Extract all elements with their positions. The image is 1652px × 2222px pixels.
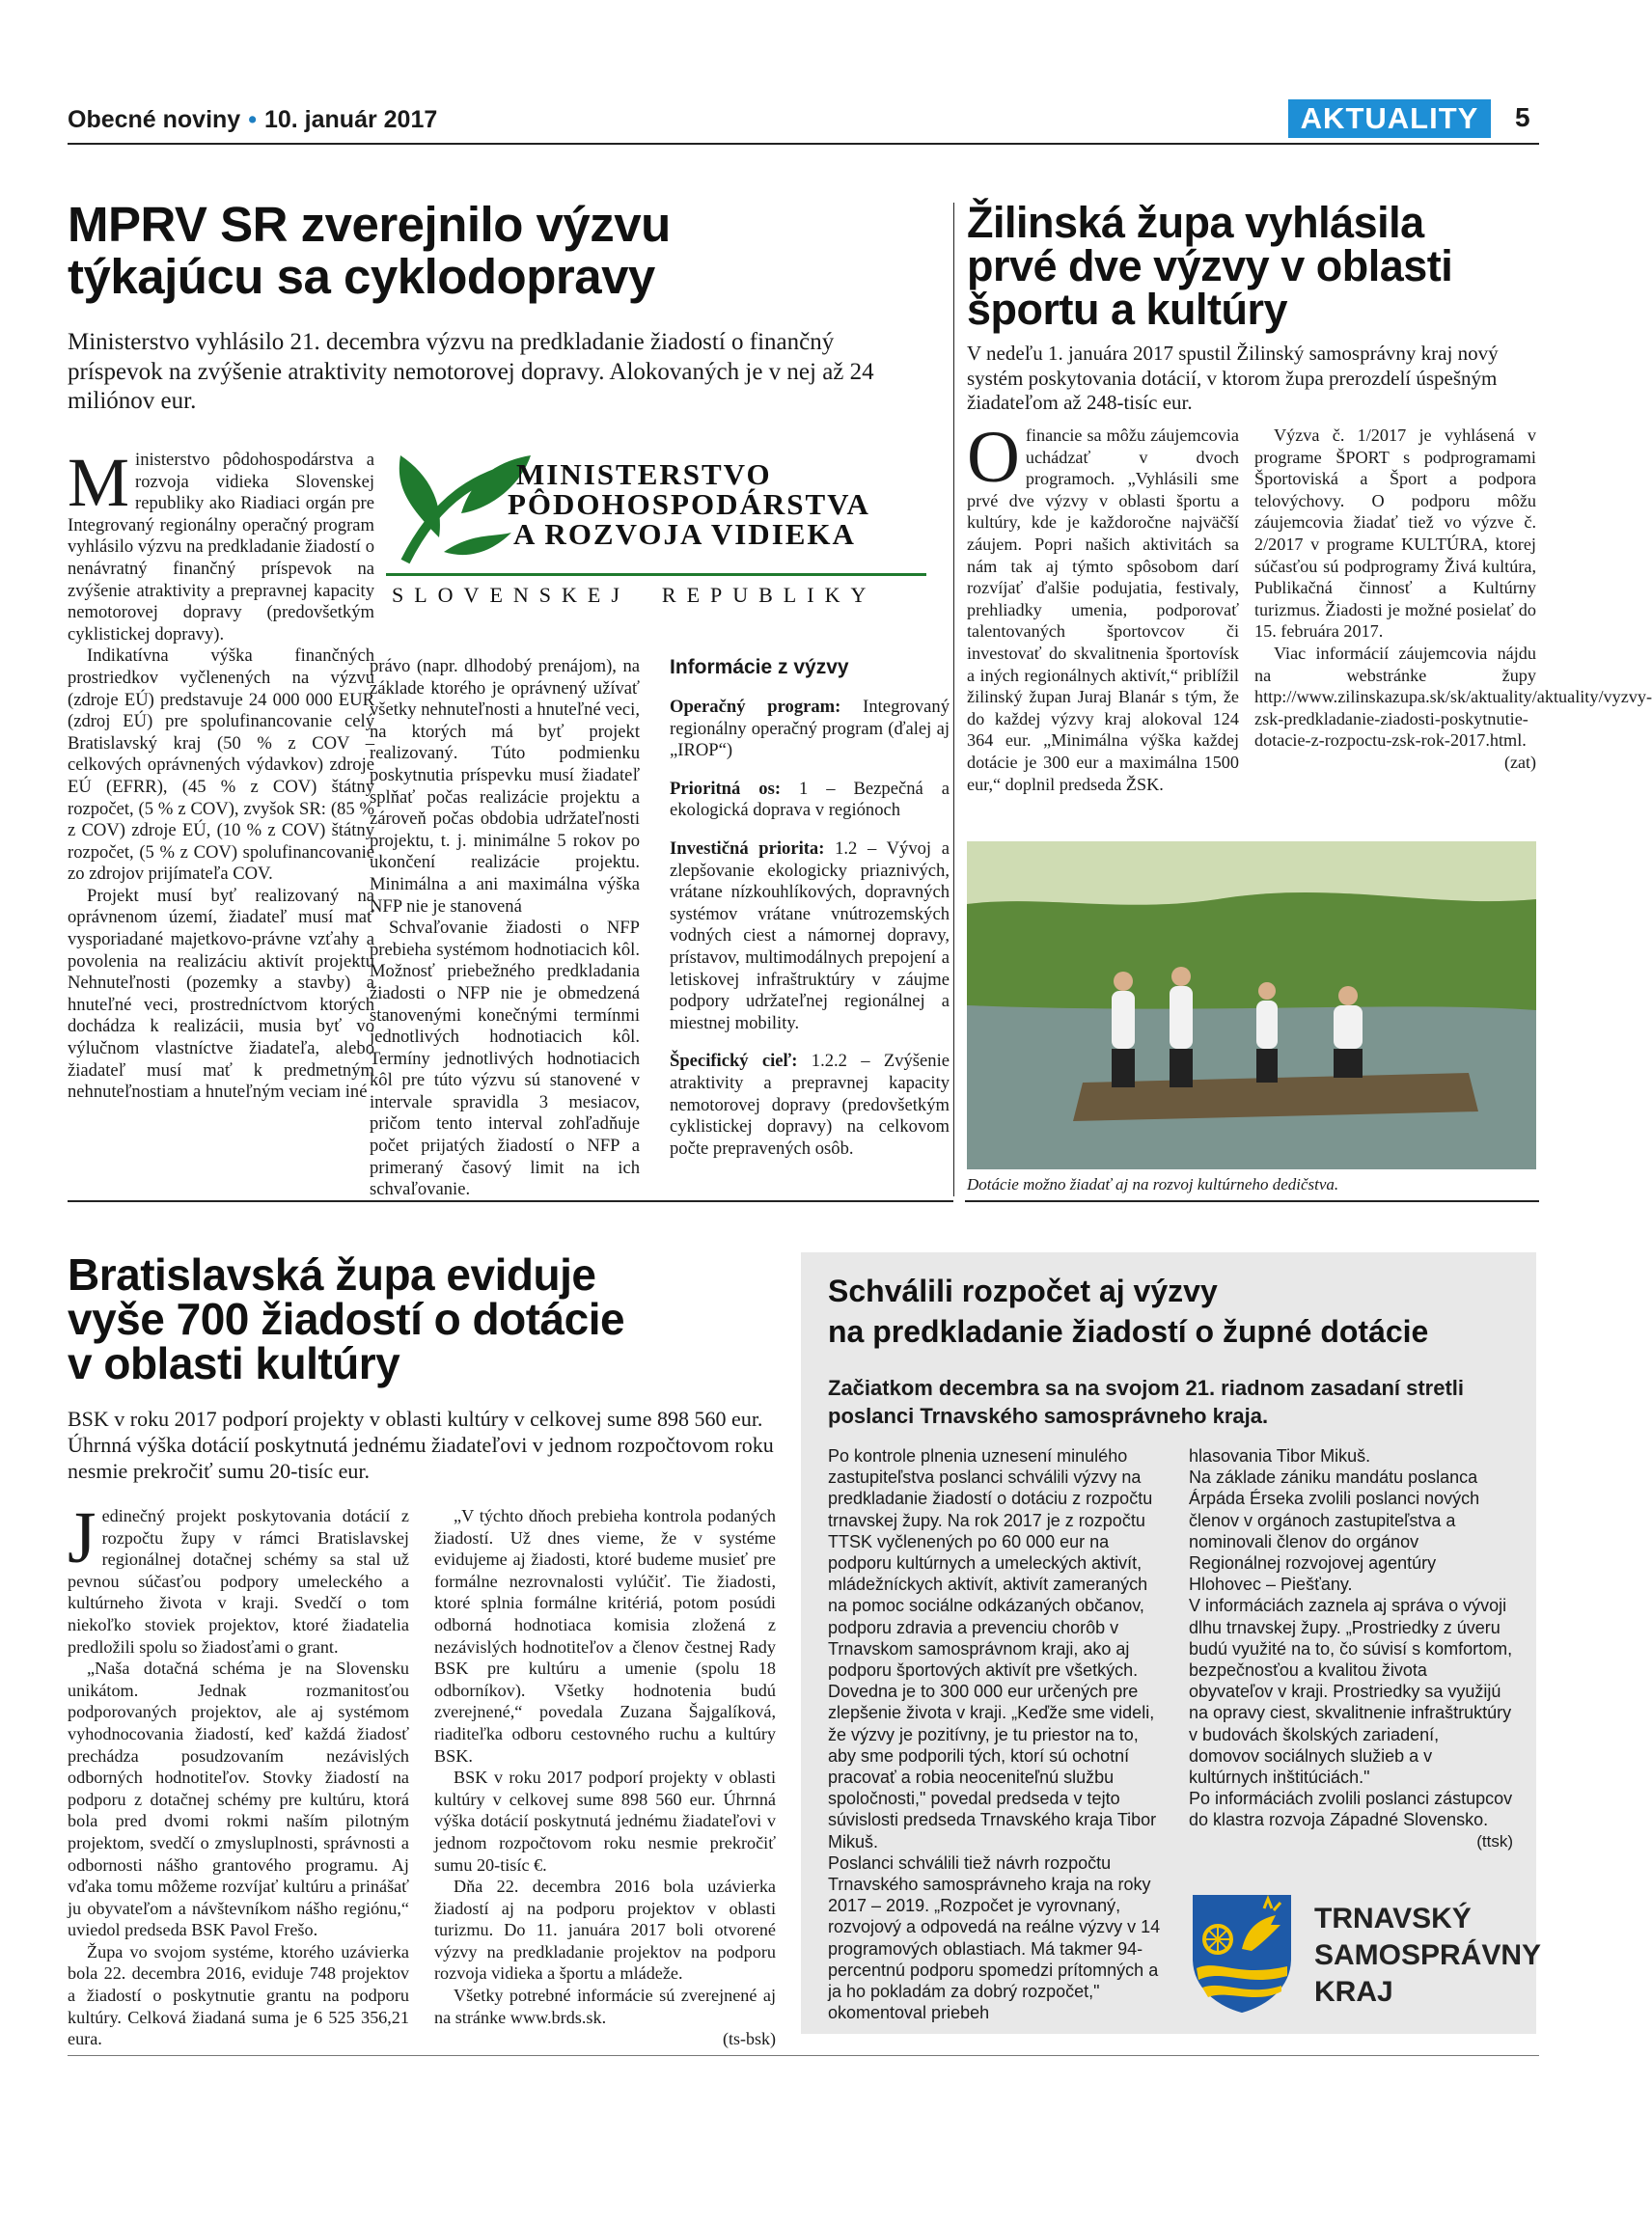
coat-of-arms-icon: [1189, 1891, 1295, 2015]
info-operational-program: Operačný program: Integrovaný regionálny operačný program (ďalej aj „IROP“): [670, 697, 950, 761]
article-trnava-col2: hlasovania Tibor Mikuš. Na základe zániku mandátu poslanca Árpáda Érseka zvolili poslanci nových členov v orgánoch zastupiteľstva a nominovali členov do orgánov Regionálnej rozvojovej agentúry Hlohovec – Piešťany. V informáciách zaznela aj správa o vývoji dlhu trnavskej župy. „Prostriedky z úveru budú využité na to, čo súvisí s komfortom, bezpečnosťou a kvalitou života obyvateľov v kraji. Prostriedky sa využijú na opravy ciest, skvalitnenie infraštruktúry v budovách školských zariadení, domovov sociálnych služieb a v kultúrnych inštitúciách." Po informáciách zvolili poslanci zástupcov do klastra rozvoja Západné Slovensko. (ttsk): [1189, 1445, 1513, 1852]
article-zilina-col1: Ofinancie sa môžu záujemcovia uchádzať v dvoch programoch. „Vyhlásili sme prvé dve výzvy v oblasti športu a kultúry, kde je každoročne najväčší záujem. Popri našich aktivitách sa nám tak aj týmto spôsobom darí rozvíjať ďalšie podujatia, festivaly, prehliadky umenia, podporovať talentovaných športovcov či investovať do skvalitnenia športovísk a iných regionálnych aktivít,“ priblížil žilinský župan Juraj Blanár s tým, že do každej výzvy kraj alokoval 124 364 eur. „Minimálna výška každej dotácie je 300 eur a maximálna 1500 eur,“ doplnil predseda ŽSK.: [967, 417, 1239, 794]
ministry-logo-line1: MINISTERSTVO: [516, 457, 772, 491]
rafting-photo-illustration: [967, 841, 1536, 1169]
info-priority-axis: Prioritná os: 1 – Bezpečná a ekologická doprava v regiónoch: [670, 778, 950, 821]
article-zilina-lead: V nedeľu 1. januára 2017 spustil Žilinský samosprávny kraj nový systém poskytovania dotácií, v ktorom župa prerozdelí úspešným žiadateľom až 248-tisíc eur.: [967, 342, 1499, 415]
article-zilina: [967, 198, 1546, 334]
article-bratislava: [68, 1249, 820, 1388]
article-bratislava-signature: (ts-bsk): [723, 2029, 776, 2049]
info-box-title: Informácie z výzvy: [670, 656, 849, 678]
article-divider: [68, 1200, 953, 1202]
trnava-logo: [1189, 1891, 1542, 2016]
article-divider: [965, 1200, 1539, 1202]
article-trnava-lead: Začiatkom decembra sa na svojom 21. riadnom zasadaní stretli poslanci Trnavského samosprávneho kraja.: [828, 1376, 1465, 1428]
header-masthead: [68, 106, 437, 134]
article-mprv-col1: Ministerstvo pôdohospodárstva a rozvoja vidieka Slovenskej republiky ako Riadiaci orgán pre Integrovaný regionálny operačný program vyhlásilo výzvu na predkladanie žiadostí o nenávratný finančný príspevok na zvýšenie atraktivity a prepravnej kapacity nemotorovej dopravy (predovšetkým cyklistickej dopravy). Indikatívna výška finančných prostriedkov vyčlenených na výzvu (zdroje EÚ) predstavuje 24 000 000 EUR (zdroj EÚ) pre spolufinancovanie celý Bratislavský kraj (50 % z COV – celkových oprávnených výdavkov) zdroje EÚ (EFRR), (45 % z COV) štátny rozpočet, (5 % z COV), zvyšok SR: (85 % z COV) zdroje EÚ, (10 % z COV) štátny rozpočet, (5 % z COV) spolufinancovanie zo zdrojov prijímateľa COV. Projekt musí byť realizovaný na oprávnenom území, žiadateľ musí mať vysporiadané majetkovo-právne vzťahy a povolenia na realizáciu aktivít projektu Nehnuteľnosti (pozemky a stavby) a hnuteľné veci, prostredníctvom ktorých dochádza k realizácii, musia byť vo výlučnom vlastníctve žiadateľa, alebo žiadateľ musí mať k predmetným nehnuteľnostiam a hnuteľným veciam iné: [68, 444, 374, 1103]
article-bratislava-col1: Jedinečný projekt poskytovania dotácií z rozpočtu župy v rámci Bratislavskej regionálnej dotačnej schémy sa stal už pevnou súčasťou podpory umeleckého a kultúrneho života v kraji. Svedčí o tom niekoľko stoviek projektov, ktoré žiadatelia predložili spolu so žiadosťami o grant. „Naša dotačná schéma je na Slovensku unikátom. Jednak rozmanitosťou podporovaných projektov, ale aj systémom vyhodnocovania žiadostí, keď každá žiadosť prechádza posudzovaním nezávislých odborných hodnotiteľov. Stovky žiadostí na podporu z dotačnej schémy pre kultúru, ktorá bola pred dvomi rokmi naším pilotným projektom, svedčí o zmysluplnosti, správnosti a odbornosti nášho grantového programu. Aj vďaka tomu môžeme rozvíjať kultúru a prinášať ju obyvateľom a návštevníkom nášho regiónu,“ uviedol predseda BSK Pavol Frešo. Župa vo svojom systéme, ktorého uzávierka bola 22. decembra 2016, eviduje 748 projektov a žiadostí o poskytnutie grantu na podporu kultúry. Celková žiadaná suma je 6 525 356,21 eura.: [68, 1497, 409, 2049]
article-bratislava-lead: BSK v roku 2017 podporí projekty v oblasti kultúry v celkovej sume 898 560 eur. Úhrnná výška dotácií poskytnutá jednému žiadateľovi v jednom rozpočtovom roku nesmie prekročiť sumu 20-tisíc eur.: [68, 1407, 774, 1483]
ministry-logo-line4: SLOVENSKEJ REPUBLIKY: [392, 583, 877, 607]
dropcap: M: [68, 444, 130, 521]
photo-caption: Dotácie možno žiadať aj na rozvoj kultúrneho dedičstva.: [967, 1175, 1339, 1193]
article-zilina-signature: (zat): [1504, 752, 1536, 772]
article-zilina-col2: Výzva č. 1/2017 je vyhlásená v programe ŠPORT s podprogramami Športoviská a Šport a podpora telovýchovy. O podporu môžu záujemcovia žiadať tiež vo výzve č. 2/2017 v programe KULTÚRA, ktorej súčasťou sú podprogramy Živá kultúra, Publikačná činnosť a Kultúrny turizmus. Žiadosti je možné posielať do 15. februára 2017. Viac informácií záujemcovia nájdu na webstránke župy http://www.zilinskazupa.sk/sk/aktuality/aktuality/vyzvy-zsk-predkladanie-ziadosti-poskytnutie-dotacie-z-rozpoctu-zsk-rok-2017.html. (zat): [1254, 425, 1652, 772]
article-mprv: [68, 199, 936, 302]
article-trnava: [828, 1272, 1523, 1352]
article-mprv-title: MPRV SR zverejnilo výzvu týkajúcu sa cyklodopravy: [68, 197, 671, 304]
info-investment-priority: Investičná priorita: 1.2 – Vývoj a zlepšovanie ekologicky priaznivých, vrátane nízkouhlíkových, dopravných systémov vrátane vnútrozemských vodných ciest a námornej dopravy, prístavov, multimodálnych prepojení a letiskovej infraštruktúry v záujme podpory udržateľnej regionálnej a miestnej mobility.: [670, 837, 950, 1033]
info-specific-goal: Špecifický cieľ: 1.2.2 – Zvýšenie atraktivity a prepravnej kapacity nemotorovej dopravy (predovšetkým cyklistickej dopravy) na celkovom počte prepravených osôb.: [670, 1051, 950, 1159]
article-trnava-signature: (ttsk): [1476, 1831, 1513, 1851]
trnava-logo-text: TRNAVSKÝ SAMOSPRÁVNY KRAJ: [1314, 1903, 1542, 2008]
rafting-photo: [967, 841, 1536, 1169]
separator-dot: •: [248, 106, 257, 133]
article-bratislava-col2: „V týchto dňoch prebieha kontrola podaných žiadostí. Už dnes vieme, že v systéme evidujeme aj žiadosti, ktoré budeme musieť pre formálne nezrovnalosti vylúčiť. Tie žiadosti, ktoré splnia formálne kritériá, potom posúdi odborná hodnotiaca komisia zložená z nezávislých hodnotiteľov a členov čestnej Rady BSK pre kultúru a umenie (spolu 18 odborníkov). Všetky hodnotenia budú zverejnené,“ povedala Zuzana Šajgalíková, riaditeľka odboru cestovného ruchu a kultúry BSK. BSK v roku 2017 podporí projekty v oblasti kultúry v celkovej sume 898 560 eur. Úhrnná výška dotácií poskytnutá jednému žiadateľovi v jednom rozpočtovom roku nesmie prekročiť sumu 20-tisíc €. Dňa 22. decembra 2016 bola uzávierka žiadostí aj na podporu projektov v oblasti turizmu. Do 11. januára 2017 boli otvorené výzvy na predkladanie projektov na podporu rozvoja vidieka a športu a mládeže. Všetky potrebné informácie sú zverejnené aj na stránke www.brds.sk. (ts-bsk): [434, 1506, 776, 2049]
section-tag: AKTUALITY: [1288, 99, 1491, 138]
info-box: [670, 656, 950, 1176]
header-rule: [68, 143, 1539, 145]
article-bratislava-title: Bratislavská župa eviduje vyše 700 žiadostí o dotácie v oblasti kultúry: [68, 1249, 625, 1388]
page-number: 5: [1515, 102, 1530, 132]
dropcap: O: [967, 417, 1020, 498]
article-mprv-lead: Ministerstvo vyhlásilo 21. decembra výzvu na predkladanie žiadostí o finančný príspevok na zvýšenie atraktivity nemotorovej dopravy. Alokovaných je v nej až 24 miliónov eur.: [68, 329, 874, 414]
article-trnava-title: Schválili rozpočet aj výzvy na predkladanie žiadostí o župné dotácie: [828, 1274, 1429, 1349]
ministry-logo-line2: PÔDOHOSPODÁRSTVA: [508, 487, 870, 521]
issue-date: 10. január 2017: [263, 106, 438, 133]
footer-rule: [68, 2055, 1539, 2056]
article-mprv-col2: právo (napr. dlhodobý prenájom), na základe ktorého je oprávnený užívať všetky nehnuteľnosti a hnuteľné veci, na ktorých má byť projekt realizovaný. Túto podmienku poskytnutia príspevku musí žiadateľ splňať počas realizácie projektu a zároveň počas obdobia udržateľnosti projektu, t. j. minimálne 5 rokov po ukončení realizácie projektu. Minimálna a ani maximálna výška NFP nie je stanovená Schvaľovanie žiadosti o NFP prebieha systémom hodnotiacich kôl. Možnosť priebežného predkladania žiadosti o NFP nie je obmedzená stanovenými konečnými termínmi jednotlivých hodnotiacich kôl. Termíny jednotlivých hodnotiacich kôl pre túto výzvu sú stanovené v intervale spravidla 3 mesiacov, pričom tento interval zohľadňuje počet prijatých žiadostí o NFP a primeraný časový limit na ich schvaľovanie.: [370, 656, 640, 1200]
column-divider: [953, 203, 954, 1196]
article-zilina-title: Žilinská župa vyhlásila prvé dve výzvy v oblasti športu a kultúry: [967, 198, 1453, 334]
paper-name: Obecné noviny: [68, 106, 241, 133]
dropcap: J: [68, 1497, 96, 1578]
article-trnava-col1: Po kontrole plnenia uznesení minulého zastupiteľstva poslanci schválili výzvy na predkladanie žiadostí o dotáciu z rozpočtu trnavskej župy. Na rok 2017 je z rozpočtu TTSK vyčlenených po 60 000 eur na podporu kultúrnych a umeleckých aktivít, mládežníckych aktivít, aktivít zameraných na pomoc sociálne odkázaných občanov, podporu zdravia a prevenciu chorôb v Trnavskom samosprávnom kraji, ako aj podporu športových aktivít pre všetkých. Dovedna je to 300 000 eur určených pre zlepšenie života v kraji. „Keďže sme videli, že výzvy je pozitívny, je tu priestor na to, aby sme podporili tých, ktorí sú ochotní pracovať a robia neoceniteľnú službu spoločnosti," povedal predseda v tejto súvislosti predseda Trnavského kraja Tibor Mikuš. Poslanci schválili tiež návrh rozpočtu Trnavského samosprávneho kraja na roky 2017 – 2019. „Rozpočet je vyrovnaný, rozvojový a odpovedá na reálne výzvy v 14 programových oblastiach. Má takmer 94-percentnú podporu spomedzi prítomných a ja ho pokladám za dobrý rozpočet," okomentoval priebeh: [828, 1446, 1161, 2023]
ministry-logo-line3: A ROZVOJA VIDIEKA: [513, 517, 856, 551]
ministry-logo: [386, 446, 926, 610]
